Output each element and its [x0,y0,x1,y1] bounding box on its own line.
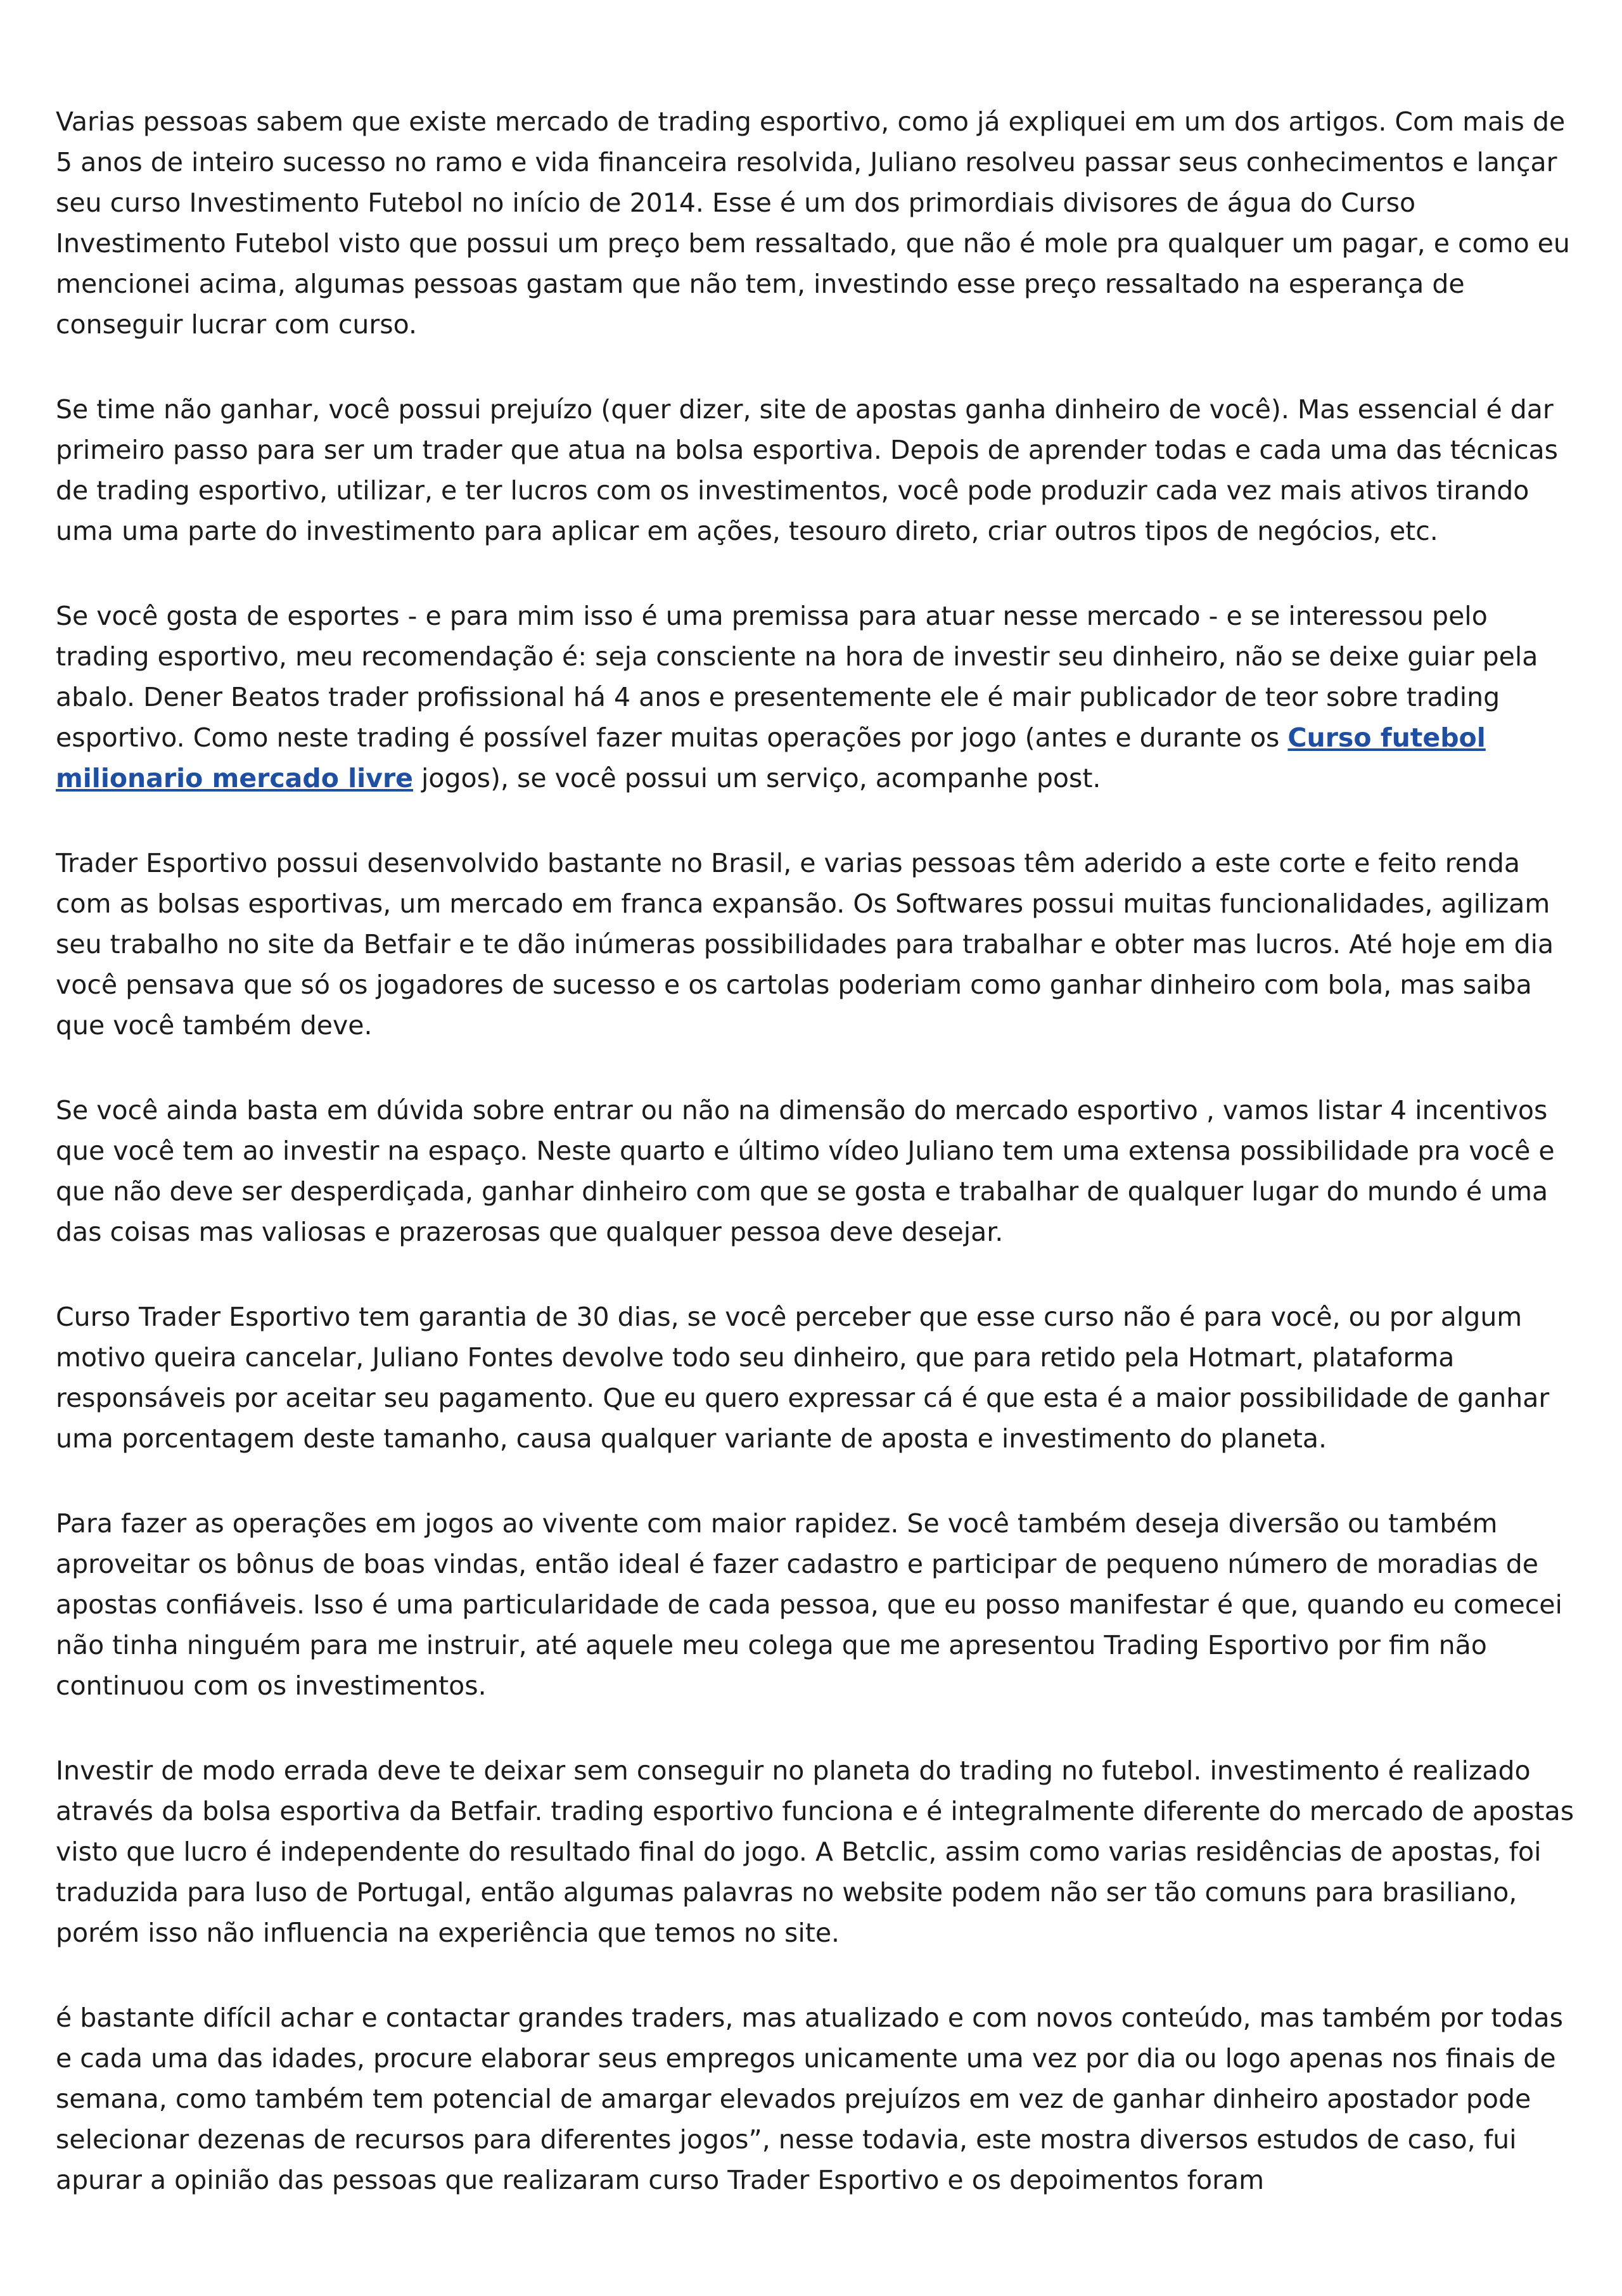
paragraph-3-text-before: Se você gosta de esportes - e para mim isso é uma premissa para atuar nesse mercado - e se interessou pelo trading esportivo, meu recomendação é: seja consciente na hora de investir seu dinheiro, não se deixe guiar pela abalo. Dener Beatos trader profissional há 4 anos e presentemente ele é mair publicador de teor sobre trading esportivo. Como neste trading é possível fazer muitas operações por jogo (antes e durante os [56,601,1538,753]
paragraph-8: Investir de modo errada deve te deixar sem conseguir no planeta do trading no futebol. investimento é realizado através da bolsa esportiva da Betfair. trading esportivo funciona e é integralmente diferente do mercado de apostas visto que lucro é independente do resultado final do jogo. A Betclic, assim como varias residências de apostas, foi traduzida para luso de Portugal, então algumas palavras no website podem não ser tão comuns para brasiliano, porém isso não influencia na experiência que temos no site. [56,1755,1574,1948]
paragraph-5: Se você ainda basta em dúvida sobre entrar ou não na dimensão do mercado esportivo , vamos listar 4 incentivos que você tem ao investir na espaço. Neste quarto e último vídeo Juliano tem uma extensa possibilidade pra você e que não deve ser desperdiçada, ganhar dinheiro com que se gosta e trabalhar de qualquer lugar do mundo é uma das coisas mas valiosas e prazerosas que qualquer pessoa deve desejar. [56,1095,1555,1247]
paragraph-3 [56,596,1576,798]
paragraph-4: Trader Esportivo possui desenvolvido bastante no Brasil, e varias pessoas têm aderido a este corte e feito renda com as bolsas esportivas, um mercado em franca expansão. Os Softwares possui muitas funcionalidades, agilizam seu trabalho no site da Betfair e te dão inúmeras possibilidades para trabalhar e obter mas lucros. Até hoje em dia você pensava que só os jogadores de sucesso e os cartolas poderiam como ganhar dinheiro com bola, mas saiba que você também deve. [56,848,1554,1041]
paragraph-9: é bastante difícil achar e contactar grandes traders, mas atualizado e com novos conteúdo, mas também por todas e cada uma das idades, procure elaborar seus empregos unicamente uma vez por dia ou logo apenas nos finais de semana, como também tem potencial de amargar elevados prejuízos em vez de ganhar dinheiro apostador pode selecionar dezenas de recursos para diferentes jogos”, nesse todavia, este mostra diversos estudos de caso, fui apurar a opinião das pessoas que realizaram curso Trader Esportivo e os depoimentos foram [56,2003,1564,2195]
paragraph-6: Curso Trader Esportivo tem garantia de 30 dias, se você perceber que esse curso não é para você, ou por algum motivo queira cancelar, Juliano Fontes devolve todo seu dinheiro, que para retido pela Hotmart, plataforma responsáveis por aceitar seu pagamento. Que eu quero expressar cá é que esta é a maior possibilidade de ganhar uma porcentagem deste tamanho, causa qualquer variante de aposta e investimento do planeta. [56,1302,1550,1454]
paragraph-1: Varias pessoas sabem que existe mercado de trading esportivo, como já expliquei em um dos artigos. Com mais de 5 anos de inteiro sucesso no ramo e vida financeira resolvida, Juliano resolveu passar seus conhecimentos e lançar seu curso Investimento Futebol no início de 2014. Esse é um dos primordiais divisores de água do Curso Investimento Futebol visto que possui um preço bem ressaltado, que não é mole pra qualquer um pagar, e como eu mencionei acima, algumas pessoas gastam que não tem, investindo esse preço ressaltado na esperança de conseguir lucrar com curso. [56,106,1570,340]
curso-futebol-link[interactable]: Curso futebol milionario mercado livre [56,722,1486,793]
article-body [56,101,1576,2245]
paragraph-3-text-after: jogos), se você possui um serviço, acompanhe post. [413,763,1101,793]
paragraph-7: Para fazer as operações em jogos ao vivente com maior rapidez. Se você também deseja diversão ou também aproveitar os bônus de boas vindas, então ideal é fazer cadastro e participar de pequeno número de moradias de apostas confiáveis. Isso é uma particularidade de cada pessoa, que eu posso manifestar é que, quando eu comecei não tinha ninguém para me instruir, até aquele meu colega que me apresentou Trading Esportivo por fim não continuou com os investimentos. [56,1508,1562,1701]
paragraph-2: Se time não ganhar, você possui prejuízo (quer dizer, site de apostas ganha dinheiro de você). Mas essencial é dar primeiro passo para ser um trader que atua na bolsa esportiva. Depois de aprender todas e cada uma das técnicas de trading esportivo, utilizar, e ter lucros com os investimentos, você pode produzir cada vez mais ativos tirando uma uma parte do investimento para aplicar em ações, tesouro direto, criar outros tipos de negócios, etc. [56,394,1559,546]
